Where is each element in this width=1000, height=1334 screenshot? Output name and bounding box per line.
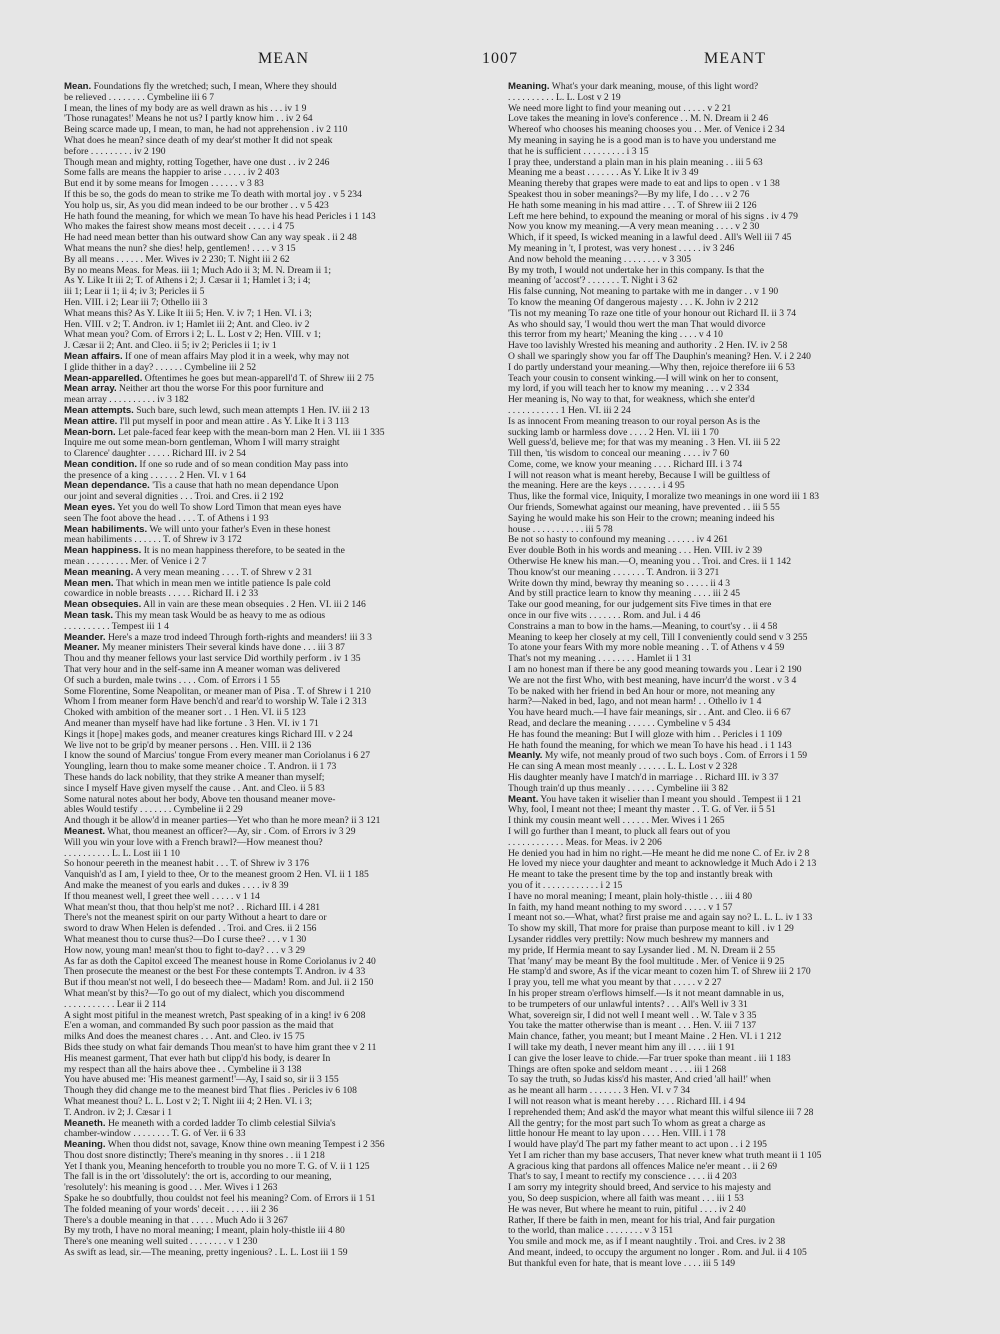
concordance-line: By all means . . . . . . Mer. Wives iv 2 230; T. Night iii 2 62 (64, 254, 290, 265)
concordance-line: Otherwise He knew his man.—O, meaning you . . Troi. and Cres. ii 1 142 (508, 557, 791, 568)
concordance-line: mean habiliments . . . . . . T. of Shrew iv 3 172 (64, 535, 242, 546)
headword: Mean meaning. (64, 567, 134, 578)
concordance-line: I will go further than I meant, to pluck all fears out of you (508, 826, 731, 837)
concordance-line: I meant not so.—What, what? first praise me and again say no? L. L. L. iv 1 33 (508, 913, 813, 924)
page-number: 1007 (482, 50, 518, 67)
concordance-line: By my troth, I would not undertake her in this company. Is that the (508, 265, 764, 276)
concordance-line: . . . . . . . . . . L. L. Lost iii 1 10 (64, 848, 180, 859)
concordance-line: Mean attire. I'll put myself in poor and mean attire . As Y. Like It i 3 113 (64, 416, 349, 427)
concordance-line: As swift as lead, sir.—The meaning, pretty ingenious? . L. L. Lost iii 1 59 (64, 1248, 348, 1259)
concordance-line: Mean habiliments. We will unto your father's Even in these honest (64, 524, 331, 535)
concordance-line: Rather, If there be faith in men, meant for his trial, And fair purgation (508, 1215, 775, 1226)
concordance-line: That's to say, I meant to rectify my conscience . . . . ii 4 203 (508, 1172, 737, 1183)
concordance-line: you of it . . . . . . . . . . . . i 2 15 (508, 880, 623, 891)
concordance-line: I mean, the lines of my body are as well drawn as his . . . iv 1 9 (64, 103, 307, 114)
concordance-line: He can sing A mean most meanly . . . . . . L. L. Lost v 2 328 (508, 762, 738, 773)
concordance-line: Inquire me out some mean-born gentleman, Whom I will marry straight (64, 438, 340, 449)
concordance-line: Read, and declare the meaning . . . . . . Cymbeline v 5 434 (508, 719, 731, 730)
concordance-line: To be naked with her friend in bed An hour or more, not meaning any (508, 686, 776, 697)
concordance-line: If this be so, the gods do mean to strike me To death with mortal joy . v 5 234 (64, 189, 362, 200)
concordance-line: E'en a woman, and commanded By such poor passion as the maid that (64, 1021, 334, 1032)
concordance-line: He loved my niece your daughter and meant to acknowledge it Much Ado i 2 13 (508, 859, 817, 870)
concordance-line: Love takes the meaning in love's conference . . M. N. Dream ii 2 46 (508, 114, 769, 125)
concordance-line: Write down thy mind, bewray thy meaning so . . . . . ii 4 3 (508, 578, 731, 589)
concordance-line: Mean array. Neither art thou the worse For this poor furniture and (64, 384, 324, 395)
concordance-line: Thus, like the formal vice, Iniquity, I moralize two meanings in one word iii 1 83 (508, 492, 820, 503)
concordance-line: In his proper stream o'erflows himself.—Is it not meant damnable in us, (508, 988, 784, 999)
concordance-line: harm?—Naked in bed, Iago, and not mean harm! . . Othello iv 1 4 (508, 697, 762, 708)
concordance-line: What means this? As Y. Like It iii 5; Hen. V. iv 7; 1 Hen. VI. i 3; (64, 308, 312, 319)
concordance-line: Thou dost snore distinctly; There's meaning in thy snores . . ii 1 218 (64, 1150, 325, 1161)
concordance-line: He meant to take the present time by the top and instantly break with (508, 870, 773, 881)
concordance-line: Well guess'd, believe me; for that was my meaning . 3 Hen. VI. iii 5 22 (508, 438, 781, 449)
concordance-line: I reprehended them; And ask'd the mayor what meant this wilful silence iii 7 28 (508, 1107, 814, 1118)
concordance-line: Bids thee study on what fair demands Thou mean'st to have him grant thee v 2 11 (64, 1042, 377, 1053)
concordance-line: His false cunning, Not meaning to partake with me in danger . . v 1 90 (508, 287, 779, 298)
concordance-line: Some Florentine, Some Neapolitan, or meaner man of Pisa . T. of Shrew i 1 210 (64, 686, 371, 697)
concordance-line: If thou meanest well, I greet thee well . . . . . v 1 14 (64, 891, 260, 902)
concordance-line: And now behold the meaning . . . . . . . . v 3 305 (508, 254, 692, 265)
concordance-line: Have too lavishly Wrested his meaning and authority . 2 Hen. IV. iv 2 58 (508, 341, 788, 352)
headword: Meaning. (64, 1140, 106, 1151)
concordance-line: Whereof who chooses his meaning chooses you . . Mer. of Venice i 2 34 (508, 125, 785, 136)
concordance-line: Will you win your love with a French brawl?—How meanest thou? (64, 837, 323, 848)
concordance-line: I pray thee, understand a plain man in his plain meaning . . iii 5 63 (508, 157, 763, 168)
concordance-line: Main chance, father, you meant; but I meant Maine . 2 Hen. VI. i 1 212 (508, 1032, 782, 1043)
concordance-line: Left me here behind, to expound the meaning or moral of his signs . iv 4 79 (508, 211, 798, 222)
concordance-line: Mean happiness. It is no mean happiness therefore, to be seated in the (64, 546, 345, 557)
page-header (0, 50, 1000, 74)
concordance-line: Mean-apparelled. Oftentimes he goes but mean-apparell'd T. of Shrew iii 2 75 (64, 373, 374, 384)
concordance-line: Kings it [hope] makes gods, and meaner creatures kings Richard III. v 2 24 (64, 729, 353, 740)
concordance-line: What, sovereign sir, I did not well I meant well . . W. Tale v 3 35 (508, 1010, 757, 1021)
concordance-line: T. Andron. iv 2; J. Cæsar i 1 (64, 1107, 173, 1118)
headword: Mean men. (64, 578, 114, 589)
concordance-line: milks And does the meanest chares . . . Ant. and Cleo. iv 15 75 (64, 1032, 305, 1043)
concordance-line: Meaning to keep her closely at my cell, Till I conveniently could send v 3 255 (508, 632, 808, 643)
concordance-line: What mean'st thou, that thou help'st me not? . . Richard III. i 4 281 (64, 902, 321, 913)
concordance-line: And though it be allow'd in meaner parties—Yet who than he more mean? ii 3 121 (64, 816, 381, 827)
concordance-line: Mean condition. If one so rude and of so mean condition May pass into (64, 459, 349, 470)
concordance-line: since I myself Have given myself the cause . . Ant. and Cleo. ii 5 83 (64, 783, 325, 794)
concordance-line: Thou and thy meaner fellows your last service Did worthily perform . iv 1 35 (64, 654, 361, 665)
concordance-line: my respect than all the hairs above thee . . Cymbeline ii 3 138 (64, 1064, 302, 1075)
concordance-line: Of such a burden, male twins . . . . Com. of Errors i 1 55 (64, 675, 281, 686)
headword: Mean eyes. (64, 503, 116, 514)
concordance-line: Mean men. That which in mean men we intitle patience Is pale cold (64, 578, 331, 589)
concordance-line: cowardice in noble breasts . . . . . Richard II. i 2 33 (64, 589, 259, 600)
concordance-line: Though mean and mighty, rotting Together, have one dust . . iv 2 246 (64, 157, 330, 168)
concordance-line: He hath some meaning in his mad attire . . . T. of Shrew iii 2 126 (508, 200, 757, 211)
concordance-line: you, So deep suspicion, where all faith was meant . . . iii 1 53 (508, 1194, 744, 1205)
concordance-line: These hands do lack nobility, that they strike A meaner than myself; (64, 773, 325, 783)
concordance-line: Mean affairs. If one of mean affairs May plod it in a week, why may not (64, 351, 350, 362)
concordance-line: His daughter meanly have I match'd in marriage . . Richard III. iv 3 37 (508, 773, 779, 783)
concordance-line: That 'many' may be meant By the fool multitude . Mer. of Venice ii 9 25 (508, 956, 785, 967)
concordance-line: A sight most pitiful in the meanest wretch, Past speaking of in a king! iv 6 208 (64, 1010, 366, 1021)
concordance-line: There's a double meaning in that . . . . . Much Ado ii 3 267 (64, 1215, 288, 1226)
header-left-word: MEAN (258, 50, 310, 67)
concordance-line: There's one meaning well suited . . . . . . . . v 1 230 (64, 1237, 258, 1248)
concordance-line: Though they did change me to the meanest bird That flies . Pericles iv 6 108 (64, 1086, 357, 1097)
headword: Mean dependance. (64, 481, 150, 492)
concordance-line: before . . . . . . . . . iv 2 190 (64, 146, 166, 157)
concordance-line: The folded meaning of your words' deceit . . . . . iii 2 36 (64, 1204, 279, 1215)
headword: Mean-born. (64, 427, 116, 438)
concordance-line: 'Those runagates!' Means he not us? I partly know him . . iv 2 64 (64, 114, 313, 125)
concordance-line: What means the nun? she dies! help, gentlemen! . . . . v 3 15 (64, 243, 296, 254)
concordance-line: mean array . . . . . . . . . . iv 3 182 (64, 395, 189, 406)
concordance-line: Mean dependance. 'Tis a cause that hath no mean dependance Upon (64, 481, 339, 492)
concordance-line: I will take my death, I never meant him any ill . . . . iii 1 91 (508, 1042, 735, 1053)
concordance-line: the meaning. Here are the keys . . . . . . . i 4 95 (508, 481, 685, 492)
concordance-line: once in our five wits . . . . . . . Rom. and Jul. i 4 46 (508, 611, 701, 622)
concordance-line: His meanest garment, That ever hath but clipp'd his body, is dearer In (64, 1053, 331, 1064)
headword: Meaner. (64, 643, 100, 654)
headword: Meanest. (64, 826, 106, 837)
concordance-line: Meander. Here's a maze trod indeed Through forth-rights and meanders! iii 3 3 (64, 632, 372, 643)
concordance-line: Why, fool, I meant not thee; I meant thy master . . T. G. of Ver. ii 5 51 (508, 805, 776, 816)
concordance-line: Now you know my meaning.—A very mean meaning . . . . v 2 30 (508, 222, 760, 233)
concordance-line: Lysander riddles very prettily: Now much beshrew my manners and (508, 934, 769, 945)
concordance-line: Be not so hasty to confound my meaning . . . . . . iv 4 261 (508, 535, 729, 546)
concordance-line: The fall is in the ort 'dissolutely': the ort is, according to our meaning, (64, 1172, 332, 1183)
concordance-line: Hen. VIII. i 2; Lear iii 7; Othello iii 3 (64, 297, 208, 308)
concordance-line: We are not the first Who, with best meaning, have incurr'd the worst . v 3 4 (508, 675, 797, 686)
concordance-line: Spake he so doubtfully, thou couldst not feel his meaning? Com. of Errors ii 1 51 (64, 1194, 376, 1205)
concordance-line: I will not reason what is meant hereby . . . . Richard III. i 4 94 (508, 1096, 746, 1107)
headword: Meaning. (508, 82, 550, 92)
concordance-line: To atone your fears With my more noble meaning . . T. of Athens v 4 59 (508, 643, 785, 654)
concordance-line: To know the meaning Of dangerous majesty . . . K. John iv 2 212 (508, 297, 759, 308)
concordance-line: O shall we sparingly show you far off The Dauphin's meaning? Hen. V. i 2 240 (508, 351, 811, 362)
concordance-line: . . . . . . . . . . . Lear ii 2 114 (64, 999, 166, 1010)
concordance-line: chamber-window . . . . . . . . T. G. of Ver. ii 6 33 (64, 1129, 246, 1140)
concordance-line: meaning of 'accost'? . . . . . . . T. Night i 3 62 (508, 276, 678, 287)
concordance-line: But end it by some means for Imogen . . . . . . v 3 83 (64, 179, 264, 190)
concordance-line: mean . . . . . . . . . Mer. of Venice i 2 7 (64, 557, 207, 568)
concordance-line: sword to draw When Helen is defended . . Troi. and Cres. ii 2 156 (64, 924, 317, 935)
headword: Mean obsequies. (64, 600, 142, 611)
concordance-line: Her meaning is, No way to that, for weakness, which she enter'd (508, 395, 755, 406)
concordance-line: But if thou mean'st not well, I do beseech thee— Madam! Rom. and Jul. ii 2 150 (64, 978, 374, 989)
concordance-line: my lord, if you will teach her to know my meaning . . . v 2 334 (508, 384, 750, 395)
concordance-line: be relieved . . . . . . . . Cymbeline iii 6 7 (64, 92, 215, 103)
concordance-line: Meaner. My meaner ministers Their several kinds have done . . . iii 3 87 (64, 643, 345, 654)
concordance-line: We need more light to find your meaning out . . . . . v 2 21 (508, 103, 732, 114)
header-right-word: MEANT (704, 50, 766, 67)
concordance-line: And meaner than myself have had like fortune . 3 Hen. VI. iv 1 71 (64, 719, 319, 730)
concordance-line: What meanest thou? L. L. Lost v 2; T. Night iii 4; 2 Hen. VI. i 3; (64, 1096, 313, 1107)
concordance-line: my pride, If Hermia meant to say Lysander lied . M. N. Dream ii 2 55 (508, 945, 776, 956)
concordance-line: Speakest thou in sober meanings?—By my life, I do . . . v 2 76 (508, 189, 750, 200)
headword: Mean-apparelled. (64, 373, 143, 384)
concordance-line: I can give the loser leave to chide.—Far truer spoke than meant . iii 1 183 (508, 1053, 791, 1064)
concordance-line: the presence of a king . . . . . . 2 Hen. VI. v 1 64 (64, 470, 247, 481)
concordance-line: I am no honest man if there be any good meaning towards you . Lear i 2 190 (508, 665, 802, 676)
concordance-line: Meaning thereby that grapes were made to eat and lips to open . v 1 38 (508, 179, 780, 190)
concordance-line: I would have play'd The part my father meant to act upon . . i 2 195 (508, 1140, 767, 1151)
headword: Meanly. (508, 751, 543, 762)
concordance-line: That's not my meaning . . . . . . . . Hamlet ii 1 31 (508, 654, 692, 665)
concordance-line: What meanest thou to curse thus?—Do I curse thee? . . . v 1 30 (64, 934, 307, 945)
concordance-line: That very hour and in the self-same inn A meaner woman was delivered (64, 665, 340, 676)
concordance-line: In faith, my hand meant nothing to my sword . . . . . v 1 57 (508, 902, 733, 913)
concordance-line: Thou know'st our meaning . . . . . . . T. Andron. ii 3 271 (508, 567, 720, 578)
concordance-line: Mean task. This my mean task Would be as heavy to me as odious (64, 611, 326, 622)
concordance-line: Is as innocent From meaning treason to our royal person As is the (508, 416, 761, 427)
concordance-line: Meanest. What, thou meanest an officer?—Ay, sir . Com. of Errors iv 3 29 (64, 826, 356, 837)
concordance-line: ables Would testify . . . . . . . Cymbeline ii 2 29 (64, 805, 243, 816)
headword: Meander. (64, 632, 106, 643)
concordance-line: house . . . . . . . . . . . iii 5 78 (508, 524, 613, 535)
concordance-line: A gracious king that pardons all offences Malice ne'er meant . . ii 2 69 (508, 1161, 778, 1172)
concordance-line: Who makes the fairest show means most deceit . . . . . i 4 75 (64, 222, 295, 233)
concordance-line: Being scarce made up, I mean, to man, he had not apprehension . iv 2 110 (64, 125, 348, 136)
concordance-line: You have abused me: 'His meanest garment!'—Ay, I said so, sir ii 3 155 (64, 1075, 339, 1086)
concordance-line: All the gentry; for the most part such To whom as great a charge as (508, 1118, 766, 1129)
concordance-line: Meanly. My wife, not meanly proud of two such boys . Com. of Errors i 1 59 (508, 751, 808, 762)
concordance-line: Though train'd up thus meanly . . . . . . Cymbeline iii 3 82 (508, 783, 729, 794)
concordance-line: . . . . . . . . . . . 1 Hen. VI. iii 2 24 (508, 405, 631, 416)
concordance-line: to be trumpeters of our unlawful intents? . . . All's Well iv 3 31 (508, 999, 748, 1010)
concordance-line: Our friends, Somewhat against our meaning, have prevented . . iii 5 55 (508, 503, 780, 514)
concordance-line: He hath found the meaning, for which we mean To have his head Pericles i 1 143 (64, 211, 376, 222)
concordance-line: Mean eyes. Yet you do well To show Lord Timon that mean eyes have (64, 503, 342, 514)
concordance-line: You holp us, sir, As you did mean indeed to be our brother . . v 5 423 (64, 200, 329, 211)
concordance-line: little honour He meant to lay upon . . . . Hen. VIII. i 1 78 (508, 1129, 726, 1140)
right-column (508, 82, 950, 1322)
concordance-line: Meaning. What's your dark meaning, mouse, of this light word? (508, 82, 759, 92)
headword: Mean attire. (64, 416, 118, 427)
concordance-line: 'Tis not my meaning To raze one title of your honour out Richard II. ii 3 74 (508, 308, 797, 319)
concordance-line: . . . . . . . . . . L. L. Lost v 2 19 (508, 92, 621, 103)
concordance-line: What mean you? Com. of Errors i 2; L. L. Lost v 2; Hen. VIII. v 1; (64, 330, 321, 341)
headword: Mean habiliments. (64, 524, 148, 535)
concordance-line: You have heard much.—I have fair meanings, sir . . Ant. and Cleo. ii 6 67 (508, 708, 791, 719)
concordance-line: Some falls are means the happier to arise . . . . . iv 2 403 (64, 168, 280, 179)
concordance-line: Yet I am richer than my base accusers, That never knew what truth meant ii 1 105 (508, 1150, 822, 1161)
concordance-line: J. Cæsar ii 2; Ant. and Cleo. ii 5; iv 2; Pericles ii 1; iv 1 (64, 341, 277, 352)
concordance-line: He stamp'd and swore, As if the vicar meant to cozen him T. of Shrew iii 2 170 (508, 967, 811, 978)
concordance-line: You take the matter otherwise than is meant . . . Hen. V. iii 7 137 (508, 1021, 757, 1032)
concordance-line: to Clarence' daughter . . . . . Richard III. iv 2 54 (64, 449, 246, 460)
concordance-line: But thankful even for hate, that is meant love . . . . iii 5 149 (508, 1258, 736, 1269)
concordance-line: Mean. Foundations fly the wretched; such, I mean, Where they should (64, 82, 337, 92)
concordance-line: As who should say, 'I would thou wert the man That would divorce (508, 319, 766, 330)
concordance-line: Constrains a man to bow in the hams.—Meaning, to court'sy . . ii 4 58 (508, 621, 778, 632)
concordance-line: My meaning in 't, I protest, was very honest . . . . . iv 3 246 (508, 243, 735, 254)
concordance-line: Yet I thank you, Meaning henceforth to trouble you no more T. G. of V. ii 1 125 (64, 1161, 370, 1172)
concordance-line: Vanquish'd as I am, I yield to thee, Or to the meanest groom 2 Hen. VI. ii 1 185 (64, 870, 369, 881)
concordance-line: that he is sufficient . . . . . . . . . i 3 15 (508, 146, 649, 157)
concordance-line: Meant. You have taken it wiselier than I meant you should . Tempest ii 1 21 (508, 794, 802, 805)
concordance-line: He had need mean better than his outward show Can any way speak . ii 2 48 (64, 233, 357, 244)
concordance-line: Which, if it speed, Is wicked meaning in a lawful deed . All's Well iii 7 45 (508, 233, 792, 244)
concordance-line: Youngling, learn thou to make some meaner choice . T. Andron. ii 1 73 (64, 762, 337, 773)
headword: Meaneth. (64, 1118, 106, 1129)
concordance-line: as he meant all harm . . . . . . . 3 Hen. VI. v 7 34 (508, 1086, 691, 1097)
concordance-line: Meaneth. He meaneth with a corded ladder To climb celestial Silvia's (64, 1118, 336, 1129)
concordance-line: I will not reason what is meant hereby, Because I will be guiltless of (508, 470, 771, 481)
concordance-line: And make the meanest of you earls and dukes . . . . iv 8 39 (64, 880, 289, 891)
concordance-line: I think my cousin meant well . . . . . . Mer. Wives i 1 265 (508, 816, 725, 827)
headword: Meant. (508, 794, 539, 805)
concordance-line: Mean obsequies. All in vain are these mean obsequies . 2 Hen. VI. iii 2 146 (64, 600, 366, 611)
concordance-line: How now, young man! mean'st thou to fight to-day? . . . v 3 29 (64, 945, 305, 956)
concordance-line: Choked with ambition of the meaner sort . . 1 Hen. VI. ii 5 123 (64, 708, 306, 719)
concordance-line: I do partly understand your meaning.—Why then, rejoice therefore iii 6 53 (508, 362, 795, 373)
concordance-line: Whom I from meaner form Have bench'd and rear'd to worship W. Tale i 2 313 (64, 697, 367, 708)
concordance-line: To show my skill, That more for praise than purpose meant to kill . iv 1 29 (508, 924, 794, 935)
concordance-line: our joint and several dignities . . . Troi. and Cres. ii 2 192 (64, 492, 284, 503)
concordance-line: As Y. Like It iii 2; T. of Athens i 2; J. Cæsar ii 1; Hamlet i 3; i 4; (64, 276, 311, 287)
headword: Mean happiness. (64, 546, 142, 557)
headword: Mean array. (64, 384, 117, 395)
concordance-line: To say the truth, so Judas kiss'd his master, And cried 'all hail!' when (508, 1075, 771, 1086)
concordance-line: Ever double Both in his words and meaning . . . Hen. VIII. iv 2 39 (508, 546, 763, 557)
concordance-line: What mean'st by this?—To go out of my dialect, which you discommend (64, 988, 345, 999)
concordance-line: Mean attempts. Such bare, such lewd, such mean attempts 1 Hen. IV. iii 2 13 (64, 405, 370, 416)
concordance-line: We live not to be grip'd by meaner persons . . Hen. VIII. ii 2 136 (64, 740, 312, 751)
concordance-line: . . . . . . . . . . Tempest iii 1 4 (64, 621, 169, 632)
concordance-line: Then prosecute the meanest or the best For these contempts T. Andron. iv 4 33 (64, 967, 366, 978)
concordance-line: sucking lamb or harmless dove . . . . 2 Hen. VI. iii 1 70 (508, 427, 719, 438)
headword: Mean affairs. (64, 351, 123, 362)
concordance-line: Things are often spoke and seldom meant . . . . . iii 1 268 (508, 1064, 727, 1075)
concordance-line: He has found the meaning: But I will gloze with him . . Pericles i 1 109 (508, 729, 782, 740)
concordance-line: this terror from my heart;' Meaning the king . . . . v 4 10 (508, 330, 723, 341)
concordance-line: Take our good meaning, for our judgement sits Five times in that ere (508, 600, 772, 611)
concordance-line: I have no moral meaning; I meant, plain holy-thistle . . . iii 4 80 (508, 891, 753, 902)
headword: Mean condition. (64, 459, 138, 470)
concordance-line: iii 1; Lear ii 1; ii 4; iv 3; Pericles ii 5 (64, 287, 205, 298)
concordance-line: I pray you, tell me what you meant by that . . . . . v 2 27 (508, 978, 722, 989)
concordance-line: My meaning in saying he is a good man is to have you understand me (508, 135, 777, 146)
concordance-line: Meaning. When thou didst not, savage, Know thine own meaning Tempest i 2 356 (64, 1140, 385, 1151)
concordance-line: What does he mean? since death of my dear'st mother It did not speak (64, 135, 333, 146)
headword: Mean task. (64, 611, 114, 622)
concordance-line: He denied you had in him no right.—He meant he did me none C. of Er. iv 2 8 (508, 848, 810, 859)
concordance-line: So honour peereth in the meanest habit . . . T. of Shrew iv 3 176 (64, 859, 310, 870)
concordance-line: By no means Meas. for Meas. iii 1; Much Ado ii 3; M. N. Dream ii 1; (64, 265, 331, 276)
concordance-line: to the world, than malice . . . . . . . . v 3 151 (508, 1226, 674, 1237)
concordance-line: Mean meaning. A very mean meaning . . . . T. of Shrew v 2 31 (64, 567, 313, 578)
concordance-line: By my troth, I have no moral meaning; I meant, plain holy-thistle iii 4 80 (64, 1226, 345, 1237)
concordance-line: Saying he would make his son Heir to the crown; meaning indeed his (508, 513, 775, 524)
concordance-line: He hath found the meaning, for which we mean To have his head . i 1 143 (508, 740, 792, 751)
concordance-line: Mean-born. Let pale-faced fear keep with the mean-born man 2 Hen. VI. iii 1 335 (64, 427, 385, 438)
concordance-line: seen The foot above the head . . . . T. of Athens i 1 93 (64, 513, 269, 524)
concordance-line: I know the sound of Marcius' tongue From every meaner man Coriolanus i 6 27 (64, 751, 371, 762)
concordance-line: 'resolutely': his meaning is good . . . Mer. Wives i 1 263 (64, 1183, 278, 1194)
concordance-line: . . . . . . . . . . . . Meas. for Meas. iv 2 206 (508, 837, 662, 848)
headword: Mean attempts. (64, 405, 134, 416)
concordance-line: Come, come, we know your meaning . . . . Richard III. i 3 74 (508, 459, 743, 470)
left-column (64, 82, 506, 1322)
concordance-line: And by still practice learn to know thy meaning . . . . iii 2 45 (508, 589, 741, 600)
concordance-line: You smile and mock me, as if I meant naughtily . Troi. and Cres. iv 2 38 (508, 1237, 786, 1248)
concordance-line: As far as doth the Capitol exceed The meanest house in Rome Coriolanus iv 2 40 (64, 956, 376, 967)
concordance-line: And meant, indeed, to occupy the argument no longer . Rom. and Jul. ii 4 105 (508, 1248, 807, 1259)
concordance-line: Hen. VIII. v 2; T. Andron. iv 1; Hamlet iii 2; Ant. and Cleo. iv 2 (64, 319, 310, 330)
concordance-line: Till then, 'tis wisdom to conceal our meaning . . . . iv 7 60 (508, 449, 730, 460)
concordance-line: I am sorry my integrity should breed, And service to his majesty and (508, 1183, 771, 1194)
concordance-line: There's not the meanest spirit on our party Without a heart to dare or (64, 913, 327, 924)
concordance-line: Meaning me a beast . . . . . . . As Y. Like It iv 3 49 (508, 168, 699, 179)
concordance-line: I glide thither in a day? . . . . . . Cymbeline iii 2 52 (64, 362, 257, 373)
concordance-line: Some natural notes about her body, Above ten thousand meaner move- (64, 794, 336, 805)
concordance-line: Teach your cousin to consent winking.—I will wink on her to consent, (508, 373, 779, 384)
headword: Mean. (64, 82, 92, 92)
concordance-line: He was never, But where he meant to ruin, pitiful . . . . iv 2 40 (508, 1204, 746, 1215)
